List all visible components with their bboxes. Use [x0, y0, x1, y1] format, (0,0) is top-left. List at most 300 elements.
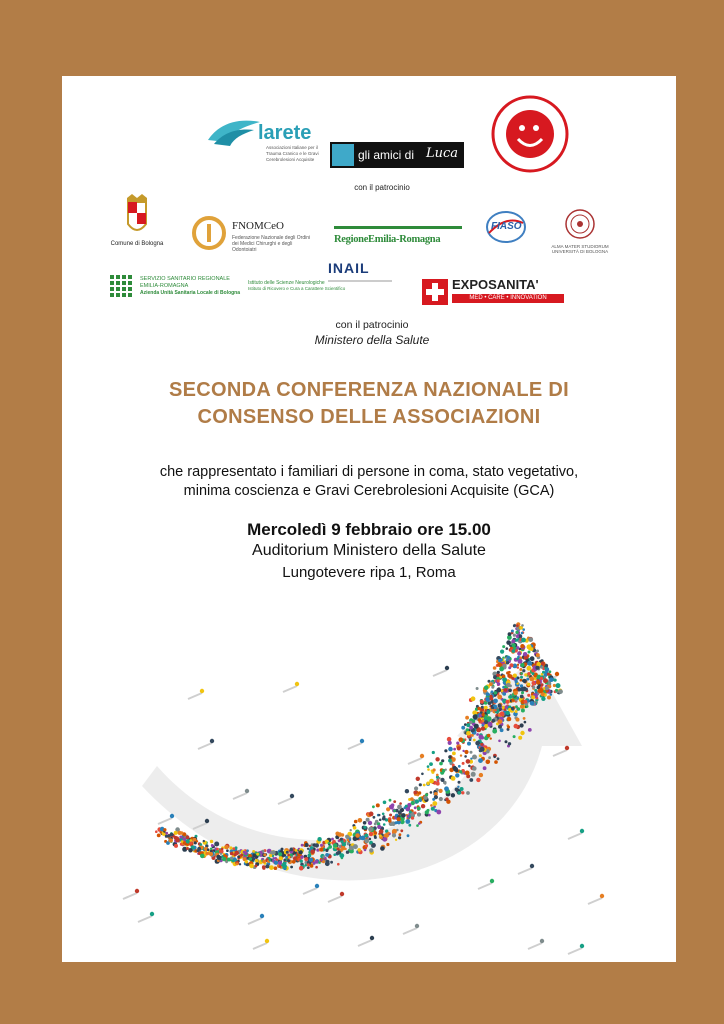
crowd-person: [357, 848, 361, 852]
crowd-person: [405, 789, 409, 793]
crowd-person: [497, 757, 500, 760]
crowd-person: [358, 818, 363, 823]
crowd-person: [301, 844, 304, 847]
crowd-person: [521, 638, 526, 643]
crowd-person: [354, 820, 358, 824]
crowd-person: [199, 843, 202, 846]
crowd-person: [371, 843, 376, 848]
crowd-person: [580, 829, 584, 833]
crowd-person: [448, 741, 452, 745]
crowd-person: [414, 806, 417, 809]
crowd-person: [287, 859, 290, 862]
crowd-person: [421, 804, 425, 808]
crowd-person: [455, 773, 459, 777]
crowd-person: [378, 814, 380, 816]
crowd-person: [262, 860, 266, 864]
crowd-person: [540, 939, 544, 943]
crowd-person: [414, 786, 418, 790]
crowd-person: [245, 860, 248, 863]
crowd-person: [255, 859, 258, 862]
crowd-person: [369, 838, 372, 841]
crowd-person: [269, 854, 272, 857]
crowd-person: [523, 717, 526, 720]
crowd-person: [389, 799, 392, 802]
crowd-person: [417, 807, 421, 811]
crowd-person: [252, 853, 256, 857]
crowd-person: [430, 804, 433, 807]
person-shadow: [478, 883, 492, 889]
crowd-person: [263, 853, 266, 856]
crowd-person: [307, 866, 310, 869]
crowd-person: [555, 689, 558, 692]
ssr-grid-icon: [108, 273, 136, 301]
isn-line1: Istituto delle Scienze Neurologiche: [248, 280, 325, 286]
crowd-person: [287, 854, 290, 857]
crowd-person: [479, 754, 482, 757]
crowd-person: [517, 638, 519, 640]
crowd-person: [540, 677, 543, 680]
crowd-person: [466, 791, 470, 795]
crowd-person: [511, 639, 515, 643]
crowd-person: [405, 819, 410, 824]
crowd-person: [360, 739, 364, 743]
person-shadow: [253, 943, 267, 949]
crowd-person: [547, 673, 550, 676]
crowd-person: [317, 837, 321, 841]
crowd-person: [506, 683, 511, 688]
crowd-person: [542, 671, 545, 674]
crowd-person: [486, 692, 490, 696]
person-shadow: [588, 898, 602, 904]
crowd-person: [457, 791, 461, 795]
crowd-person: [521, 691, 524, 694]
crowd-person: [340, 892, 344, 896]
crowd-person: [175, 836, 179, 840]
crowd-person: [452, 764, 455, 767]
crowd-person: [353, 826, 357, 830]
crowd-person: [189, 841, 192, 844]
crowd-person: [517, 664, 519, 666]
crowd-person: [393, 800, 396, 803]
isn-line2: Istituto di Ricovero e Cura a Carattere Scientifico: [248, 286, 346, 291]
crowd-person: [487, 734, 491, 738]
crowd-person: [383, 823, 386, 826]
crowd-person: [471, 772, 476, 777]
crowd-person: [346, 851, 349, 854]
crowd-person: [536, 653, 540, 657]
exposanita-tagline: MED • CARE • INNOVATION: [452, 294, 564, 303]
crowd-person: [479, 714, 482, 717]
crowd-person: [516, 635, 519, 638]
crowd-person: [541, 697, 545, 701]
crowd-person: [531, 695, 535, 699]
crowd-person: [349, 846, 354, 851]
subtitle-line-2: minima coscienza e Gravi Cerebrolesioni Acquisite (GCA): [183, 483, 555, 499]
crowd-person: [435, 757, 439, 761]
crowd-person: [216, 848, 219, 851]
crowd-person: [290, 853, 293, 856]
crowd-person: [207, 848, 210, 851]
crowd-person: [488, 756, 491, 759]
crowd-person: [240, 854, 243, 857]
crowd-person: [508, 666, 511, 669]
crowd-person: [491, 719, 495, 723]
crowd-person: [299, 850, 303, 854]
person-shadow: [403, 928, 417, 934]
crowd-person: [448, 747, 453, 752]
crowd-person: [448, 755, 451, 758]
crowd-person: [432, 801, 437, 806]
crowd-person: [210, 840, 213, 843]
crowd-person: [444, 749, 447, 752]
crowd-person: [474, 724, 479, 729]
crowd-person: [430, 791, 433, 794]
crowd-person: [265, 864, 269, 868]
crowd-person: [221, 848, 224, 851]
crowd-person: [180, 831, 183, 834]
crowd-person: [157, 834, 161, 838]
crowd-person: [226, 849, 229, 852]
fiaso-logo: [485, 209, 527, 247]
larete-tagline: Associazioni Italiane per il Trauma Cranico e le Gravi Cerebrolesioni Acquisite: [266, 145, 319, 162]
crowd-person: [511, 630, 514, 633]
crowd-person: [205, 852, 209, 856]
person-shadow: [358, 940, 372, 946]
crowd-person: [541, 683, 544, 686]
crowd-person: [472, 766, 477, 771]
crowd-person: [462, 762, 465, 765]
crowd-person: [388, 819, 392, 823]
crowd-person: [300, 859, 303, 862]
crowd-person: [210, 739, 214, 743]
crowd-person: [521, 632, 524, 635]
crowd-person: [368, 827, 373, 832]
crowd-person: [444, 786, 449, 791]
exposanita-logo: [422, 279, 566, 305]
crowd-person: [383, 801, 387, 805]
crowd-person: [525, 688, 528, 691]
crowd-person: [382, 813, 385, 816]
crowd-person: [341, 846, 345, 850]
crowd-person: [169, 838, 173, 842]
bologna-crest-icon: [122, 194, 152, 238]
exposanita-name: EXPOSANITA': [452, 277, 539, 292]
crowd-person: [506, 647, 509, 650]
person-shadow: [278, 798, 292, 804]
crowd-person: [466, 731, 471, 736]
unibo-seal-icon: [564, 208, 596, 240]
crowd-person: [494, 760, 498, 764]
crowd-person: [508, 671, 511, 674]
crowd-person: [431, 807, 435, 811]
crowd-person: [436, 788, 439, 791]
crowd-person: [513, 691, 518, 696]
crowd-person: [447, 737, 452, 742]
crowd-person: [135, 889, 139, 893]
event-venue: Auditorium Ministero della Salute: [252, 542, 486, 559]
person-shadow: [408, 758, 422, 764]
crowd-person: [512, 649, 516, 653]
crowd-person: [407, 834, 410, 837]
crowd-person: [527, 694, 530, 697]
crowd-person: [252, 850, 255, 853]
crowd-person: [506, 711, 510, 715]
crowd-person: [315, 843, 319, 847]
crowd-person: [490, 737, 492, 739]
crowd-person: [380, 846, 385, 851]
crowd-person: [279, 856, 283, 860]
ssr-line3: Azienda Unità Sanitaria Locale di Bologna: [140, 290, 241, 296]
crowd-person: [183, 841, 186, 844]
crowd-person: [205, 819, 209, 823]
crowd-person: [498, 725, 502, 729]
crowd-person: [295, 849, 298, 852]
crowd-person: [329, 845, 332, 848]
crowd-person: [436, 782, 440, 786]
crowd-person: [304, 864, 307, 867]
crowd-person: [214, 842, 219, 847]
crowd-person: [274, 861, 278, 865]
crowd-person: [507, 717, 512, 722]
crowd-person: [407, 815, 410, 818]
crowd-person: [445, 666, 449, 670]
crowd-person: [392, 833, 396, 837]
person-shadow: [328, 896, 342, 902]
crowd-person: [498, 719, 503, 724]
crowd-person: [393, 809, 396, 812]
crowd-person: [439, 797, 443, 801]
crowd-person: [308, 854, 312, 858]
crowd-person: [331, 838, 334, 841]
crowd-person: [498, 704, 502, 708]
crowd-person: [539, 688, 544, 693]
crowd-person: [340, 838, 343, 841]
crowd-person: [400, 829, 403, 832]
fnomceo-logo: [192, 216, 332, 256]
crowd-person: [369, 848, 373, 852]
crowd-person: [515, 680, 518, 683]
comune-label: Comune di Bologna: [110, 241, 164, 247]
person-shadow: [568, 948, 582, 954]
crowd-person: [420, 754, 424, 758]
crowd-person: [274, 866, 278, 870]
crowd-person: [399, 802, 402, 805]
crowd-person: [508, 689, 512, 693]
unibo-label: ALMA MATER STUDIORUM UNIVERSITÀ DI BOLOGNA: [551, 244, 609, 254]
crowd-person: [505, 740, 508, 743]
crowd-person: [235, 851, 239, 855]
crowd-person: [527, 666, 532, 671]
crowd-person: [366, 818, 370, 822]
crowd-person: [170, 814, 174, 818]
title-line-1: SECONDA CONFERENZA NAZIONALE DI: [168, 379, 570, 401]
crowd-person: [445, 769, 447, 771]
crowd-person: [471, 734, 474, 737]
crowd-person: [486, 760, 491, 765]
crowd-person: [283, 859, 286, 862]
crowd-person: [512, 699, 515, 702]
crowd-person: [155, 830, 158, 833]
crowd-person: [419, 783, 422, 786]
crowd-person: [472, 755, 477, 760]
crowd-person: [467, 742, 471, 746]
crowd-person: [481, 726, 485, 730]
crowd-person: [469, 778, 473, 782]
crowd-person: [315, 866, 318, 869]
crowd-person: [379, 829, 384, 834]
crowd-person: [330, 861, 333, 864]
crowd-person: [513, 624, 516, 627]
crowd-person: [391, 803, 395, 807]
crowd-person: [232, 847, 235, 850]
crowd-person: [397, 817, 401, 821]
crowd-person: [397, 805, 402, 810]
crowd-person: [535, 666, 539, 670]
crowd-person: [524, 700, 528, 704]
crowd-person: [383, 815, 386, 818]
crowd-person: [514, 724, 519, 729]
crowd-person: [426, 782, 430, 786]
crowd-person: [392, 829, 397, 834]
crowd-person: [315, 884, 319, 888]
crowd-person: [543, 678, 548, 683]
crowd-person: [522, 628, 525, 631]
crowd-person: [239, 863, 241, 865]
crowd-person: [465, 771, 470, 776]
crowd-person: [464, 755, 467, 758]
crowd-person: [469, 721, 472, 724]
crowd-person: [530, 864, 534, 868]
poster-sheet: [62, 76, 676, 962]
crowd-person: [436, 810, 441, 815]
crowd-person: [437, 779, 439, 781]
crowd-person: [337, 863, 340, 866]
person-shadow: [123, 893, 137, 899]
crowd-person: [490, 879, 494, 883]
crowd-person: [470, 751, 473, 754]
crowd-person: [333, 843, 338, 848]
person-shadow: [553, 750, 567, 756]
crowd-person: [386, 843, 389, 846]
crowd-person: [505, 700, 509, 704]
crowd-person: [336, 852, 339, 855]
crowd-person: [203, 840, 205, 842]
crowd-person: [278, 852, 282, 856]
crowd-person: [190, 839, 193, 842]
crowd-person: [516, 646, 519, 649]
isn-logo: [248, 280, 358, 300]
amici-luca-logo: [330, 142, 464, 168]
crowd-person: [359, 836, 363, 840]
crowd-person: [520, 731, 524, 735]
crowd-people: [123, 622, 604, 954]
crowd-person: [211, 844, 214, 847]
person-shadow: [233, 793, 247, 799]
event-date: Mercoledì 9 febbraio ore 15.00: [247, 520, 491, 539]
crowd-person: [339, 853, 344, 858]
crowd-person: [466, 759, 471, 764]
crowd-person: [230, 856, 233, 859]
crowd-person: [523, 652, 527, 656]
crowd-person: [476, 778, 480, 782]
crowd-person: [318, 861, 321, 864]
crowd-person: [355, 833, 360, 838]
crowd-person: [532, 672, 535, 675]
crowd-person: [464, 723, 467, 726]
patrocinio-label-2: con il patrocinio: [335, 319, 409, 331]
crowd-person: [520, 687, 525, 692]
inail-label: INAIL: [328, 260, 370, 276]
crowd-person: [521, 709, 525, 713]
crowd-person: [547, 696, 551, 700]
crowd-person: [580, 944, 584, 948]
crowd-person: [518, 659, 523, 664]
crowd-person: [163, 828, 166, 831]
larete-name: larete: [258, 122, 312, 144]
crowd-person: [523, 679, 527, 683]
crowd-person: [387, 832, 390, 835]
crowd-person: [416, 824, 419, 827]
crowd-person: [460, 787, 464, 791]
crowd-person: [427, 765, 430, 768]
crowd-person: [476, 687, 479, 690]
crowd-person: [527, 661, 532, 666]
crowd-person: [550, 693, 553, 696]
crowd-person: [497, 682, 500, 685]
crowd-person: [440, 778, 444, 782]
crowd-person: [245, 789, 249, 793]
crowd-person: [220, 853, 222, 855]
crowd-person: [179, 836, 182, 839]
crowd-person: [377, 825, 381, 829]
crowd-person: [415, 799, 419, 803]
crowd-person: [513, 735, 516, 738]
crowd-person: [322, 860, 325, 863]
crowd-person: [499, 667, 504, 672]
ssr-logo: [108, 273, 248, 303]
crowd-person: [530, 701, 535, 706]
crowd-person: [549, 677, 554, 682]
crowd-person: [477, 707, 481, 711]
crowd-person: [421, 773, 424, 776]
crowd-person: [307, 863, 310, 866]
crowd-person: [469, 726, 473, 730]
crowd-person: [507, 726, 510, 729]
crowd-person: [516, 718, 520, 722]
crowd-person: [536, 662, 541, 667]
crowd-person: [279, 865, 282, 868]
crowd-person: [554, 679, 557, 682]
crowd-person: [448, 759, 452, 763]
crowd-person: [532, 686, 535, 689]
crowd-person: [511, 707, 514, 710]
crowd-person: [197, 847, 201, 851]
crowd-person: [555, 672, 559, 676]
crowd-person: [517, 651, 521, 655]
larete-logo: [206, 118, 318, 164]
crowd-person: [495, 709, 497, 711]
crowd-person: [414, 811, 417, 814]
crowd-person: [513, 634, 516, 637]
crowd-person: [518, 736, 522, 740]
crowd-person: [365, 844, 368, 847]
crowd-person: [476, 733, 479, 736]
crowd-person: [328, 842, 330, 844]
unibo-logo: [550, 208, 610, 254]
crowd-person: [438, 777, 440, 779]
crowd-person: [439, 789, 443, 793]
crowd-person: [528, 728, 532, 732]
